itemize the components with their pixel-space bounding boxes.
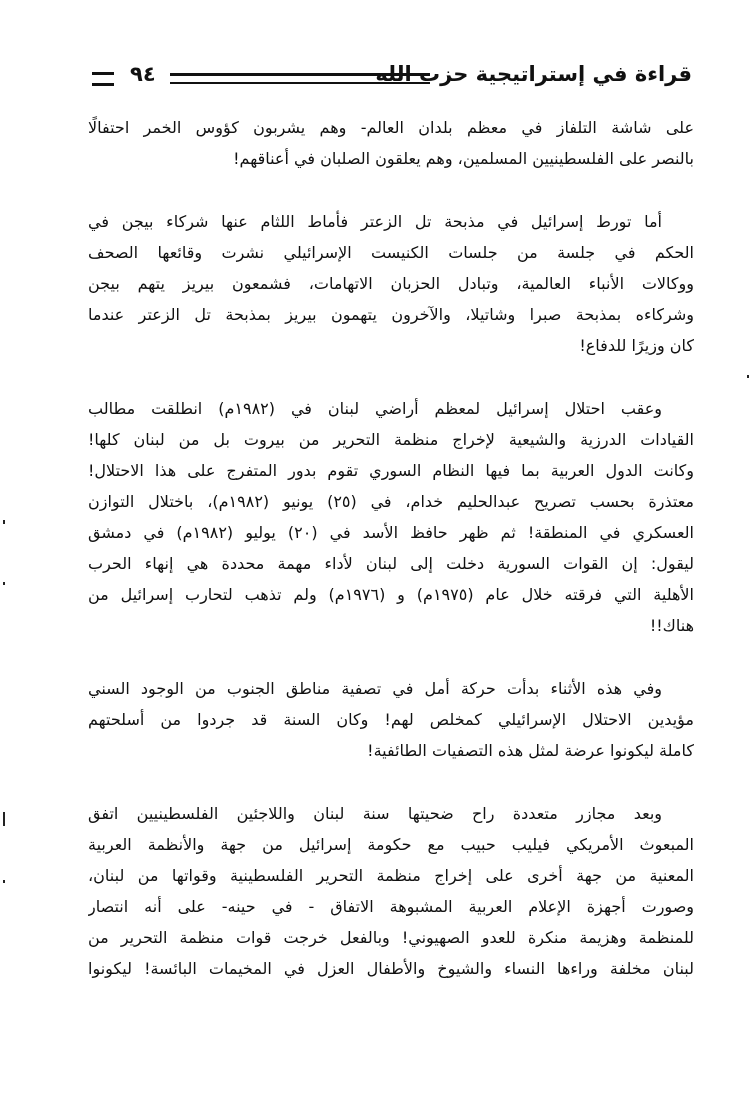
- text-line: وبعد مجازر متعددة راح ضحيتها سنة لبنان واللاجئين الفلسطينيين اتفق: [88, 804, 662, 823]
- text-line: أما تورط إسرائيل في مذبحة تل الزعتر فأماط اللثام عنها شركاء بيجن في: [88, 212, 662, 231]
- running-title: قراءة في إستراتيجية حزب الله: [375, 62, 692, 86]
- text-line: هناك!!: [649, 616, 694, 635]
- text-line: وشركاءه بمذبحة صبرا وشاتيلا، والآخرون يتهمون بيريز بمذبحة تل الزعتر عندما: [88, 305, 694, 324]
- text-line: لبنان مخلفة وراءها النساء والشيوخ والأطفال العزل في المخيمات البائسة! ليكونوا: [88, 959, 694, 978]
- paragraph: [88, 112, 694, 174]
- text-line: على شاشة التلفاز في معظم بلدان العالم- وهم يشربون كؤوس الخمر احتفالًا: [88, 118, 694, 137]
- text-line: العسكري في المنطقة! ثم ظهر حافظ الأسد في (٢٠) يوليو (١٩٨٢م) في دمشق: [88, 523, 694, 542]
- paragraph: [88, 673, 694, 766]
- header-mark: [92, 72, 114, 86]
- text-line: الأهلية التي فرقته خلال عام (١٩٧٥م) و (١٩٧٦م) ولم تذهب لتحارب إسرائيل من: [88, 585, 694, 604]
- scan-speck: [3, 880, 5, 883]
- text-line: ووكالات الأنباء العالمية، وتبادل الحزبان الاتهامات، فشمعون بيريز يتهم بيجن: [88, 274, 694, 293]
- text-line: للمنظمة وهزيمة منكرة للعدو الصهيوني! وبالفعل خرجت قوات منظمة التحرير من: [88, 928, 694, 947]
- scan-speck: [3, 812, 5, 826]
- text-line: وصورت أجهزة الإعلام العربية المشبوهة الاتفاق - في حينه- على أنه انتصار: [88, 897, 694, 916]
- paragraph: [88, 206, 694, 361]
- scan-speck: [3, 520, 5, 524]
- text-line: وكانت الدول العربية بما فيها النظام السوري تقوم بدور المتفرج على هذا الاحتلال!: [88, 461, 694, 480]
- text-line: كان وزيرًا للدفاع!: [579, 336, 694, 355]
- header-rule: [170, 73, 430, 84]
- page-number: ٩٤: [130, 62, 156, 86]
- text-line: بالنصر على الفلسطينيين المسلمين، وهم يعلقون الصلبان في أعناقهم!: [233, 149, 694, 168]
- text-line: وعقب احتلال إسرائيل لمعظم أراضي لبنان في (١٩٨٢م) انطلقت مطالب: [88, 399, 663, 418]
- text-line: كاملة ليكونوا عرضة لمثل هذه التصفيات الطائفية!: [367, 741, 694, 760]
- text-line: القيادات الدرزية والشيعية لإخراج منظمة التحرير من بيروت بل من لبنان كلها!: [88, 430, 694, 449]
- paragraph: [88, 393, 694, 641]
- page-header: [92, 60, 692, 94]
- text-line: المبعوث الأمريكي فيليب حبيب مع حكومة إسرائيل من جهة والأنظمة العربية: [88, 835, 694, 854]
- scan-speck: [747, 375, 749, 378]
- body-text: [88, 112, 694, 984]
- text-line: الحكم في جلسة من جلسات الكنيست الإسرائيلي نشرت وقائعها الصحف: [88, 243, 694, 262]
- text-line: المعنية من جهة أخرى على إخراج منظمة التحرير الفلسطينية وقواتها من لبنان،: [88, 866, 694, 885]
- text-line: معتذرة بحسب تصريح عبدالحليم خدام، في (٢٥) يونيو (١٩٨٢م)، باختلال التوازن: [88, 492, 694, 511]
- paragraph: [88, 798, 694, 984]
- text-line: مؤيدين الاحتلال الإسرائيلي كمخلص لهم! وكان السنة قد جردوا من أسلحتهم: [88, 710, 694, 729]
- scan-speck: [3, 582, 5, 585]
- text-line: ليقول: إن القوات السورية دخلت إلى لبنان لأداء مهمة محددة هي إنهاء الحرب: [88, 554, 694, 573]
- text-line: وفي هذه الأثناء بدأت حركة أمل في تصفية مناطق الجنوب من الوجود السني: [88, 679, 662, 698]
